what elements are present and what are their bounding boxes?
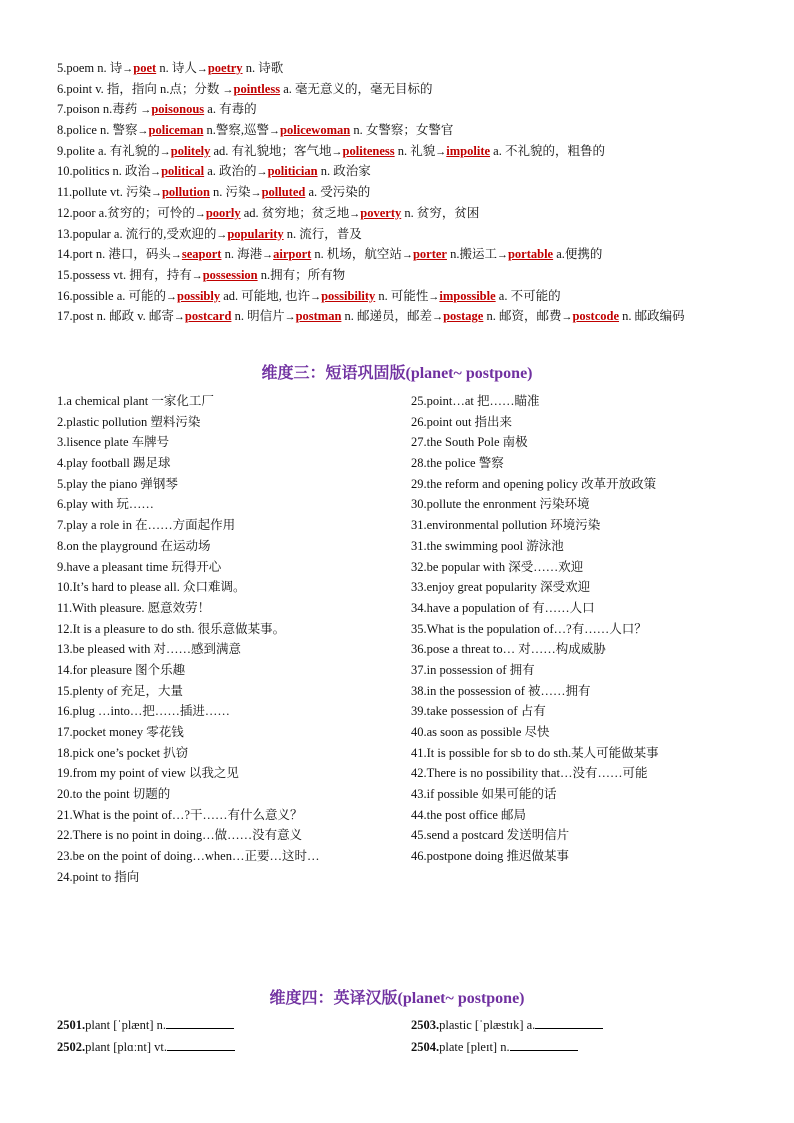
phrase-item: 13.be pleased with 对……感到满意: [57, 642, 242, 657]
arrow-icon: →: [173, 311, 185, 324]
word-family-line: [57, 203, 747, 224]
word-family-text: 8.police n. 警察: [57, 123, 138, 138]
phrase-item: 36.pose a threat to… 对……构成威胁: [411, 642, 606, 657]
phrase-item: 42.There is no possibility that…没有……可能: [411, 766, 648, 781]
arrow-icon: →: [432, 311, 444, 324]
phrase-item: 18.pick one’s pocket 扒窃: [57, 745, 189, 760]
word-family-text: 16.possible a. 可能的: [57, 288, 167, 303]
vocab-number: 2502.: [57, 1040, 86, 1054]
phrase-item: 20.to the point 切题的: [57, 787, 171, 802]
word-family-text: a. 毫无意义的，毫无目标的: [280, 81, 433, 96]
arrow-icon: →: [196, 63, 208, 75]
arrow-icon: →: [331, 145, 343, 158]
phrase-item: 34.have a population of 有……人口: [411, 600, 595, 615]
vocab-word: plant [plɑːnt] vt.: [85, 1040, 167, 1054]
word-family-line: [57, 120, 747, 141]
arrow-icon: →: [262, 249, 274, 262]
arrow-icon: →: [435, 145, 447, 158]
phrase-item: 21.What is the point of…?干……有什么意义？: [57, 807, 303, 822]
arrow-icon: →: [150, 187, 162, 200]
phrase-item: 24.point to 指向: [57, 869, 140, 884]
word-family-text: n. 女警察；女警官: [350, 123, 454, 138]
phrase-item: 3.lisence plate 车牌号: [57, 435, 170, 450]
word-family-line: [57, 99, 747, 120]
word-family-text: 10.politics n. 政治: [57, 164, 151, 179]
phrase-item: 44.the post office 邮局: [411, 807, 527, 822]
word-family-text: a. 政治的: [204, 164, 257, 179]
vocab-item: [411, 1016, 603, 1033]
answer-word: possibly: [177, 288, 221, 303]
word-family-line: [57, 79, 747, 100]
answer-word: postage: [443, 309, 484, 324]
word-family-text: a. 有毒的: [204, 102, 257, 117]
phrase-item: 4.play football 踢足球: [57, 456, 171, 471]
word-family-text: a.便携的: [553, 247, 603, 262]
phrase-item: 39.take possession of 占有: [411, 704, 546, 719]
arrow-icon: →: [222, 83, 234, 96]
word-family-text: 7.poison n.毒药: [57, 102, 141, 117]
phrase-item: 17.pocket money 零花钱: [57, 725, 184, 739]
word-family-text: 9.polite a. 有礼貌的: [57, 143, 160, 158]
answer-blank[interactable]: [167, 1038, 235, 1051]
word-family-text: a. 不礼貌的，粗鲁的: [490, 143, 605, 158]
word-family-line: [57, 182, 747, 203]
arrow-icon: →: [269, 125, 281, 138]
word-family-text: n. 机场，航空站: [311, 247, 402, 262]
answer-word: poverty: [360, 205, 402, 220]
arrow-icon: →: [122, 63, 134, 75]
answer-word: pointless: [233, 81, 281, 96]
phrase-item: 22.There is no point in doing…做……没有意义: [57, 828, 303, 843]
word-family-text: n. 海港: [221, 247, 263, 262]
phrase-item: 16.plug …into…把……插进……: [57, 704, 230, 719]
phrase-column-left: [57, 391, 397, 888]
word-family-line: [57, 244, 747, 265]
answer-word: postcard: [184, 309, 232, 324]
word-family-text: ad. 可能地, 也许: [220, 288, 311, 303]
word-family-text: n. 礼貌: [394, 143, 436, 158]
arrow-icon: →: [284, 311, 296, 324]
answer-word: postcode: [572, 309, 620, 324]
arrow-icon: →: [250, 187, 262, 200]
word-family-text: 11.pollute vt. 污染: [57, 185, 151, 200]
vocab-item: [411, 1038, 578, 1055]
phrase-item: 46.postpone doing 推迟做某事: [411, 849, 569, 864]
phrase-item: 14.for pleasure 图个乐趣: [57, 662, 186, 677]
arrow-icon: →: [496, 249, 508, 262]
phrase-item: 12.It is a pleasure to do sth. 很乐意做某事。: [57, 621, 286, 636]
word-family-list: [57, 58, 747, 328]
arrow-icon: →: [561, 311, 573, 324]
word-family-text: n.拥有；所有物: [257, 267, 346, 282]
phrase-item: 31.the swimming pool 游泳池: [411, 538, 564, 553]
phrase-item: 29.the reform and opening policy 改革开放政策: [411, 476, 657, 491]
phrase-item: 27.the South Pole 南极: [411, 435, 528, 450]
word-family-text: n. 邮政编码: [619, 309, 685, 324]
section-3-title-cn: 维度三：短语巩固版: [261, 365, 406, 382]
answer-word: poet: [133, 61, 157, 75]
phrase-item: 45.send a postcard 发送明信片: [411, 828, 570, 843]
word-family-text: n.搬运工: [446, 247, 497, 262]
arrow-icon: →: [150, 166, 162, 179]
word-family-line: [57, 58, 747, 79]
answer-word: seaport: [181, 247, 222, 262]
word-family-line: [57, 141, 747, 162]
arrow-icon: →: [216, 228, 228, 241]
vocab-number: 2503.: [411, 1018, 440, 1032]
phrase-item: 9.have a pleasant time 玩得开心: [57, 559, 222, 574]
answer-word: postman: [295, 309, 342, 324]
phrase-item: 11.With pleasure. 愿意效劳！: [57, 600, 211, 615]
phrase-item: 8.on the playground 在运动场: [57, 538, 211, 553]
answer-word: political: [161, 164, 205, 179]
phrase-item: 25.point…at 把……瞄准: [411, 394, 540, 408]
answer-word: politician: [267, 164, 318, 179]
phrase-column-right: [411, 391, 751, 867]
section-3-title: [0, 360, 794, 383]
vocab-word: plastic [ˈplæstɪk] a.: [439, 1018, 536, 1032]
answer-word: impolite: [446, 143, 491, 158]
vocab-word: plant [ˈplænt] n.: [85, 1018, 167, 1032]
answer-blank[interactable]: [510, 1038, 578, 1051]
phrase-item: 5.play the piano 弹钢琴: [57, 476, 178, 491]
arrow-icon: →: [349, 207, 361, 220]
vocab-word: plate [pleɪt] n.: [439, 1040, 510, 1054]
vocab-item: [57, 1016, 234, 1033]
word-family-text: 6.point v. 指，指向 n.点；分数: [57, 81, 223, 96]
phrase-item: 15.plenty of 充足，大量: [57, 683, 184, 698]
phrase-item: 19.from my point of view 以我之见: [57, 766, 239, 781]
section-3-title-en: (planet~ postpone): [405, 365, 533, 382]
word-family-text: ad. 贫穷地；贫乏地: [240, 205, 350, 220]
arrow-icon: →: [137, 125, 149, 138]
vocab-number: 2504.: [411, 1040, 440, 1054]
vocab-item: [57, 1038, 235, 1055]
phrase-item: 43.if possible 如果可能的话: [411, 787, 557, 802]
arrow-icon: →: [191, 269, 203, 282]
arrow-icon: →: [170, 249, 182, 262]
arrow-icon: →: [428, 290, 440, 303]
answer-word: pollution: [161, 185, 210, 200]
word-family-text: a. 受污染的: [305, 185, 371, 200]
phrase-item: 2.plastic pollution 塑料污染: [57, 414, 201, 429]
vocab-number: 2501.: [57, 1018, 86, 1032]
phrase-item: 26.point out 指出来: [411, 414, 513, 429]
phrase-item: 31.environmental pollution 环境污染: [411, 518, 601, 533]
word-family-text: n. 邮递员，邮差: [341, 309, 433, 324]
phrase-item: 1.a chemical plant 一家化工厂: [57, 394, 214, 408]
word-family-text: n. 政治家: [317, 164, 371, 179]
word-family-text: n. 邮资，邮费: [483, 309, 562, 324]
answer-word: porter: [412, 247, 447, 262]
word-family-line: [57, 224, 747, 245]
arrow-icon: →: [401, 249, 413, 262]
word-family-text: a. 不可能的: [495, 288, 561, 303]
word-family-text: n. 明信片: [231, 309, 285, 324]
section-4-title: [0, 985, 794, 1008]
phrase-item: 23.be on the point of doing…when…正要…这时…: [57, 849, 320, 864]
word-family-text: 12.poor a.贫穷的；可怜的: [57, 205, 195, 220]
answer-word: poisonous: [151, 102, 205, 117]
word-family-text: 17.post n. 邮政 v. 邮寄: [57, 309, 174, 324]
answer-blank[interactable]: [535, 1016, 603, 1029]
word-family-line: [57, 265, 747, 286]
word-family-text: n. 污染: [209, 185, 251, 200]
answer-word: possession: [202, 267, 258, 282]
phrase-item: 41.It is possible for sb to do sth.某人可能做某事: [411, 745, 659, 760]
arrow-icon: →: [166, 290, 178, 303]
answer-word: politeness: [342, 143, 395, 158]
answer-word: polluted: [261, 185, 306, 200]
arrow-icon: →: [256, 166, 268, 179]
phrase-item: 38.in the possession of 被……拥有: [411, 683, 591, 698]
word-family-text: n.警察,巡警: [203, 123, 270, 138]
word-family-line: [57, 286, 747, 307]
word-family-text: n. 可能性: [375, 288, 429, 303]
answer-word: poorly: [205, 205, 241, 220]
answer-word: airport: [273, 247, 312, 262]
arrow-icon: →: [159, 145, 171, 158]
arrow-icon: →: [194, 207, 206, 220]
word-family-line: [57, 306, 747, 328]
word-family-text: 5.poem n. 诗: [57, 61, 123, 75]
word-family-text: 13.popular a. 流行的,受欢迎的: [57, 226, 217, 241]
answer-word: policeman: [148, 123, 204, 138]
phrase-item: 37.in possession of 拥有: [411, 662, 535, 677]
word-family-text: n. 诗歌: [242, 61, 284, 75]
answer-word: possibility: [321, 288, 376, 303]
word-family-text: ad. 有礼貌地；客气地: [210, 143, 332, 158]
phrase-item: 28.the police 警察: [411, 456, 504, 471]
answer-word: impossible: [439, 288, 496, 303]
word-family-text: 14.port n. 港口，码头: [57, 247, 171, 262]
phrase-item: 6.play with 玩……: [57, 497, 154, 512]
phrase-item: 35.What is the population of…?有……人口？: [411, 621, 647, 636]
phrase-item: 10.It’s hard to please all. 众口难调。: [57, 580, 246, 595]
phrase-item: 7.play a role in 在……方面起作用: [57, 518, 236, 533]
answer-word: policewoman: [280, 123, 351, 138]
answer-word: poetry: [207, 61, 243, 75]
answer-word: politely: [170, 143, 211, 158]
answer-blank[interactable]: [166, 1016, 234, 1029]
phrase-item: 32.be popular with 深受……欢迎: [411, 559, 584, 574]
answer-word: popularity: [227, 226, 284, 241]
phrase-item: 33.enjoy great popularity 深受欢迎: [411, 580, 591, 595]
arrow-icon: →: [140, 104, 152, 117]
word-family-text: 15.possess vt. 拥有，持有: [57, 267, 192, 282]
word-family-text: n. 贫穷，贫困: [401, 205, 480, 220]
word-family-text: n. 流行，普及: [283, 226, 362, 241]
word-family-text: n. 诗人: [156, 61, 197, 75]
word-family-line: [57, 161, 747, 182]
arrow-icon: →: [310, 290, 322, 303]
phrase-item: 30.pollute the enronment 污染环境: [411, 497, 590, 512]
section-4-title-cn: 维度四：英译汉版: [269, 990, 398, 1007]
answer-word: portable: [507, 247, 554, 262]
phrase-item: 40.as soon as possible 尽快: [411, 725, 550, 739]
section-4-title-en: (planet~ postpone): [397, 990, 525, 1007]
